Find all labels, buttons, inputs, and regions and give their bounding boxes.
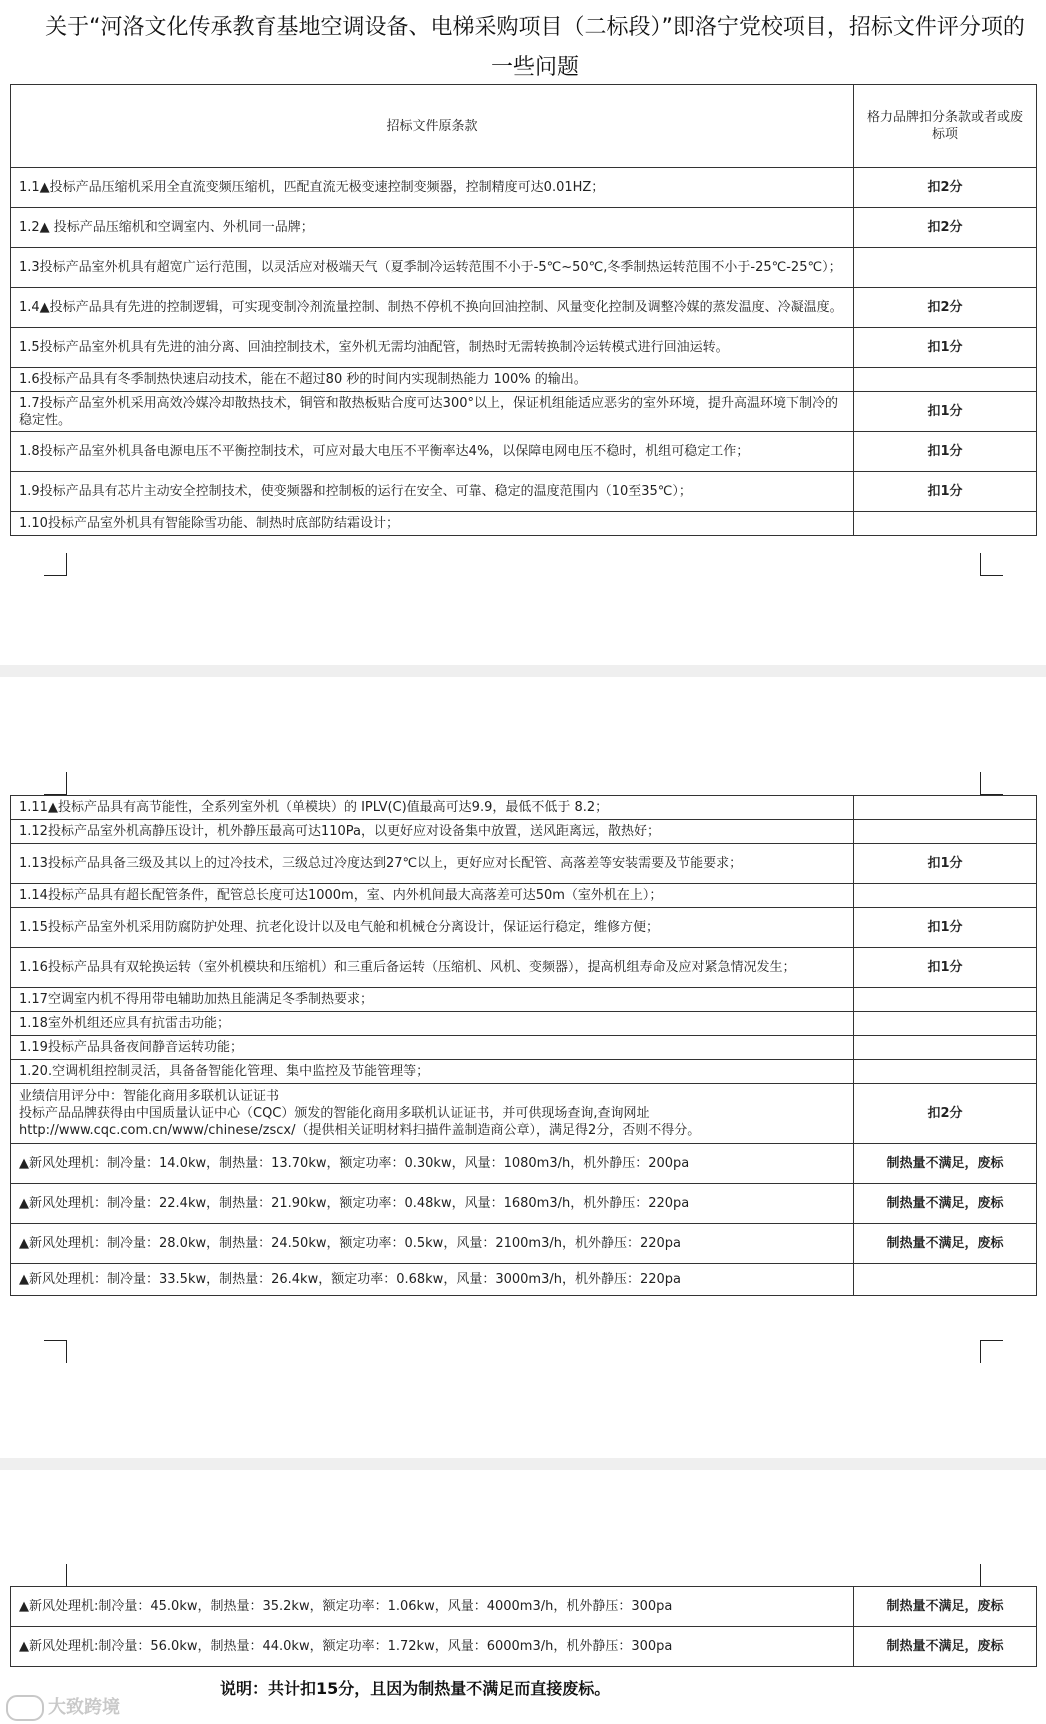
clause-cell: 1.5投标产品室外机具有先进的油分离、回油控制技术，室外机无需均油配管，制热时无需转换制冷运转模式进行回油运转。 bbox=[11, 328, 854, 368]
clause-cell: ▲新风处理机：制冷量：22.4kw，制热量：21.90kw，额定功率：0.48kw，风量：1680m3/h，机外静压：220pa bbox=[11, 1184, 854, 1224]
table-row bbox=[11, 820, 1037, 844]
table-row bbox=[11, 884, 1037, 908]
table-row bbox=[11, 432, 1037, 472]
clause-cell: 1.18室外机组还应具有抗雷击功能； bbox=[11, 1012, 854, 1036]
clause-cell: 1.13投标产品具备三级及其以上的过冷技术，三级总过冷度达到27℃以上，更好应对长配管、高落差等安装需要及节能要求； bbox=[11, 844, 854, 884]
table-row bbox=[11, 472, 1037, 512]
clause-cell: 1.1▲投标产品压缩机采用全直流变频压缩机，匹配直流无极变速控制变频器，控制精度可达0.01HZ； bbox=[11, 168, 854, 208]
table-row bbox=[11, 392, 1037, 432]
document-title: 关于“河洛文化传承教育基地空调设备、电梯采购项目（二标段）”即洛宁党校项目，招标文件评分项的一些问题 bbox=[45, 15, 1025, 80]
score-cell: 制热量不满足，废标 bbox=[854, 1587, 1037, 1627]
score-cell: 扣1分 bbox=[854, 908, 1037, 948]
table-row bbox=[11, 248, 1037, 288]
table-row bbox=[11, 288, 1037, 328]
clause-cell: 1.16投标产品具有双轮换运转（室外机模块和压缩机）和三重后备运转（压缩机、风机、变频器），提高机组寿命及应对紧急情况发生； bbox=[11, 948, 854, 988]
clause-cell: 1.12投标产品室外机高静压设计，机外静压最高可达110Pa，以更好应对设备集中放置，送风距离远，散热好； bbox=[11, 820, 854, 844]
score-cell bbox=[854, 1264, 1037, 1296]
score-cell: 扣1分 bbox=[854, 948, 1037, 988]
clause-cell: 1.20.空调机组控制灵活，具备备智能化管理、集中监控及节能管理等； bbox=[11, 1060, 854, 1084]
scoring-table-page-2 bbox=[10, 795, 1037, 1296]
watermark-logo-icon bbox=[6, 1695, 44, 1721]
watermark-text: 大致跨境 bbox=[48, 1697, 120, 1718]
clause-cell: 1.15投标产品室外机采用防腐防护处理、抗老化设计以及电气舱和机械仓分离设计，保证运行稳定，维修方便； bbox=[11, 908, 854, 948]
score-cell bbox=[854, 1012, 1037, 1036]
clause-cell: 1.2▲ 投标产品压缩机和空调室内、外机同一品牌； bbox=[11, 208, 854, 248]
score-cell bbox=[854, 796, 1037, 820]
page-corner-mark bbox=[980, 553, 1003, 576]
table-row bbox=[11, 1627, 1037, 1667]
score-cell: 扣1分 bbox=[854, 432, 1037, 472]
table-row bbox=[11, 1184, 1037, 1224]
summary-note: 说明：共计扣15分，且因为制热量不满足而直接废标。 bbox=[220, 1679, 611, 1698]
page-separator bbox=[0, 1458, 1046, 1470]
scoring-table-page-3 bbox=[10, 1586, 1037, 1667]
score-cell: 扣1分 bbox=[854, 472, 1037, 512]
table-row bbox=[11, 948, 1037, 988]
header-original-clause: 招标文件原条款 bbox=[11, 85, 854, 168]
page-separator bbox=[0, 665, 1046, 677]
table-row bbox=[11, 796, 1037, 820]
page-corner-mark bbox=[980, 772, 1003, 795]
score-cell bbox=[854, 820, 1037, 844]
score-cell: 制热量不满足，废标 bbox=[854, 1144, 1037, 1184]
table-row bbox=[11, 988, 1037, 1012]
clause-cell: 1.7投标产品室外机采用高效冷媒冷却散热技术，铜管和散热板贴合度可达300°以上，保证机组能适应恶劣的室外环境，提升高温环境下制冷的稳定性。 bbox=[11, 392, 854, 432]
table-header-row bbox=[11, 85, 1037, 168]
score-cell: 扣1分 bbox=[854, 392, 1037, 432]
header-deduction: 格力品牌扣分条款或者或废标项 bbox=[854, 85, 1037, 168]
score-cell: 扣2分 bbox=[854, 168, 1037, 208]
score-cell bbox=[854, 988, 1037, 1012]
score-cell bbox=[854, 884, 1037, 908]
table-row bbox=[11, 1012, 1037, 1036]
scoring-table-page-1 bbox=[10, 84, 1037, 536]
clause-cell: ▲新风处理机:制冷量：45.0kw，制热量：35.2kw，额定功率：1.06kw，风量：4000m3/h，机外静压：300pa bbox=[11, 1587, 854, 1627]
score-cell: 扣1分 bbox=[854, 328, 1037, 368]
table-row bbox=[11, 1587, 1037, 1627]
score-cell: 制热量不满足，废标 bbox=[854, 1627, 1037, 1667]
table-row bbox=[11, 844, 1037, 884]
clause-cell: 1.11▲投标产品具有高节能性，全系列室外机（单模块）的 IPLV(C)值最高可达9.9，最低不低于 8.2； bbox=[11, 796, 854, 820]
table-row bbox=[11, 1084, 1037, 1144]
clause-cell: ▲新风处理机:制冷量：56.0kw，制热量：44.0kw，额定功率：1.72kw，风量：6000m3/h，机外静压：300pa bbox=[11, 1627, 854, 1667]
page-corner-mark bbox=[980, 1340, 1003, 1363]
table-row bbox=[11, 512, 1037, 536]
score-cell bbox=[854, 368, 1037, 392]
clause-cell: 1.10投标产品室外机具有智能除雪功能、制热时底部防结霜设计； bbox=[11, 512, 854, 536]
clause-cell: 1.3投标产品室外机具有超宽广运行范围，以灵活应对极端天气（夏季制冷运转范围不小于-5℃~50℃,冬季制热运转范围不小于-25℃-25℃）； bbox=[11, 248, 854, 288]
clause-cell: 1.6投标产品具有冬季制热快速启动技术，能在不超过80 秒的时间内实现制热能力 100% 的输出。 bbox=[11, 368, 854, 392]
clause-cell: 1.8投标产品室外机具备电源电压不平衡控制技术，可应对最大电压不平衡率达4%，以保障电网电压不稳时，机组可稳定工作； bbox=[11, 432, 854, 472]
table-row bbox=[11, 368, 1037, 392]
table-row bbox=[11, 1264, 1037, 1296]
page-corner-mark bbox=[44, 772, 67, 795]
score-cell: 扣2分 bbox=[854, 208, 1037, 248]
clause-cell: 1.17空调室内机不得用带电辅助加热且能满足冬季制热要求； bbox=[11, 988, 854, 1012]
score-cell: 制热量不满足，废标 bbox=[854, 1184, 1037, 1224]
watermark bbox=[6, 1693, 120, 1721]
clause-cell: 1.9投标产品具有芯片主动安全控制技术，使变频器和控制板的运行在安全、可靠、稳定的温度范围内（10至35℃）； bbox=[11, 472, 854, 512]
table-row bbox=[11, 208, 1037, 248]
page-corner-mark bbox=[44, 553, 67, 576]
score-cell bbox=[854, 1060, 1037, 1084]
clause-cell: 1.14投标产品具有超长配管条件，配管总长度可达1000m，室、内外机间最大高落差可达50m（室外机在上）； bbox=[11, 884, 854, 908]
score-cell: 制热量不满足，废标 bbox=[854, 1224, 1037, 1264]
score-cell bbox=[854, 512, 1037, 536]
score-cell: 扣1分 bbox=[854, 844, 1037, 884]
page-corner-mark bbox=[980, 1564, 1003, 1587]
score-cell bbox=[854, 1036, 1037, 1060]
score-cell: 扣2分 bbox=[854, 288, 1037, 328]
table-row bbox=[11, 168, 1037, 208]
clause-cell: 1.19投标产品具备夜间静音运转功能； bbox=[11, 1036, 854, 1060]
table-row bbox=[11, 1060, 1037, 1084]
score-cell: 扣2分 bbox=[854, 1084, 1037, 1144]
page-corner-mark bbox=[44, 1564, 67, 1587]
table-row bbox=[11, 1224, 1037, 1264]
page-corner-mark bbox=[44, 1340, 67, 1363]
score-cell bbox=[854, 248, 1037, 288]
clause-cell: 业绩信用评分中：智能化商用多联机认证证书 投标产品品牌获得由中国质量认证中心（CQC）颁发的智能化商用多联机认证证书，并可供现场查询,查询网址http://www.cqc.com.cn/www/chinese/zscx/（提供相关证明材料扫描件盖制造商公章），满足得2分，否则不得分。 bbox=[11, 1084, 854, 1144]
clause-cell: ▲新风处理机：制冷量：33.5kw，制热量：26.4kw，额定功率：0.68kw，风量：3000m3/h，机外静压：220pa bbox=[11, 1264, 854, 1296]
table-row bbox=[11, 1144, 1037, 1184]
clause-cell: 1.4▲投标产品具有先进的控制逻辑，可实现变制冷剂流量控制、制热不停机不换向回油控制、风量变化控制及调整冷媒的蒸发温度、冷凝温度。 bbox=[11, 288, 854, 328]
table-row bbox=[11, 908, 1037, 948]
table-row bbox=[11, 328, 1037, 368]
clause-cell: ▲新风处理机：制冷量：28.0kw，制热量：24.50kw，额定功率：0.5kw，风量：2100m3/h，机外静压：220pa bbox=[11, 1224, 854, 1264]
clause-cell: ▲新风处理机：制冷量：14.0kw，制热量：13.70kw，额定功率：0.30kw，风量：1080m3/h，机外静压：200pa bbox=[11, 1144, 854, 1184]
table-row bbox=[11, 1036, 1037, 1060]
